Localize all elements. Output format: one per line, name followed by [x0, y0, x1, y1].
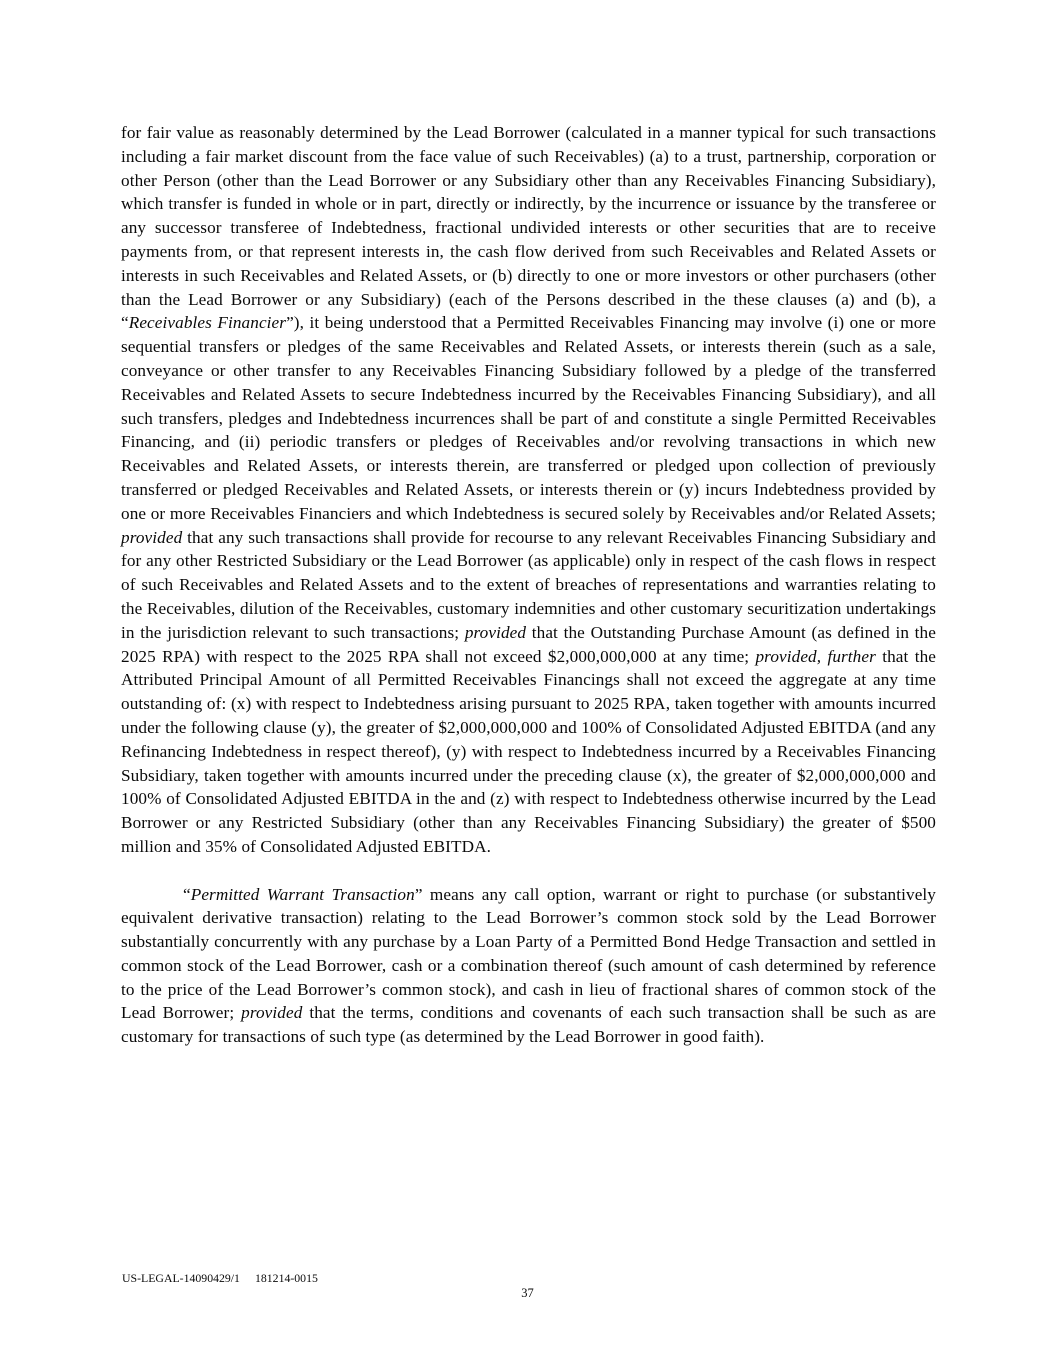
footer-doc-id-number: US-LEGAL-14090429/1: [122, 1271, 240, 1285]
italic-text-run: provided: [241, 1003, 303, 1023]
document-body: [121, 121, 936, 1049]
text-run: ”), it being understood that a Permitted Receivables Financing may involve (i) one or more sequential transfers or pledges of the same Receivables and Related Assets, or interests therein (such as a sale, conveyance or other transfer to any Receivables Financing Subsidiary followed by a pledge of the transferred Receivables and Related Assets to secure Indebtedness incurred by the Receivables Financing Subsidiary), and all such transfers, pledges and Indebtedness incurrences shall be part of and constitute a single Permitted Receivables Financing, and (ii) periodic transfers or pledges of Receivables and/or revolving transactions in which new Receivables and Related Assets, or interests therein, are transferred or pledged upon collection of previously transferred or pledged Receivables and Related Assets, or interests therein or (y) incurs Indebtedness provided by one or more Receivables Financiers and which Indebtedness is secured solely by Receivables and/or Related Assets;: [121, 313, 936, 523]
text-run: that the terms, conditions and covenants of each such transaction shall be such as are customary for transactions of such type (as determined by the Lead Borrower in good faith).: [121, 1003, 936, 1047]
text-run: for fair value as reasonably determined by the Lead Borrower (calculated in a manner typical for such transactions including a fair market discount from the face value of such Receivables) (a) to a trust, partnership, corporation or other Person (other than the Lead Borrower or any Subsidiary other than any Receivables Financing Subsidiary), which transfer is funded in whole or in part, directly or indirectly, by the incurrence or issuance by the transferee or any successor transferee of Indebtedness, fractional undivided interests or other securities that are to receive payments from, or that represent interests in, the cash flow derived from such Receivables and Related Assets or interests in such Receivables and Related Assets, or (b) directly to one or more investors or other purchasers (other than the Lead Borrower or any Subsidiary) (each of the Persons described in the these clauses (a) and (b), a “: [121, 123, 936, 333]
text-run: ” means any call option, warrant or right to purchase (or substantively equivalent derivative transaction) relating to the Lead Borrower’s common stock sold by the Lead Borrower substantially concurrently with any purchase by a Loan Party of a Permitted Bond Hedge Transaction and settled in common stock of the Lead Borrower, cash or a combination thereof (such amount of cash determined by reference to the price of the Lead Borrower’s common stock), and cash in lieu of fractional shares of common stock of the Lead Borrower;: [121, 884, 936, 1023]
italic-text-run: Permitted Warrant Transaction: [190, 884, 415, 904]
italic-text-run: Receivables Financier: [128, 313, 287, 333]
italic-text-run: provided: [464, 622, 527, 642]
text-run: that any such transactions shall provide for recourse to any relevant Receivables Financing Subsidiary and for any other Restricted Subsidiary or the Lead Borrower (as applicable) only in respect of the cash flows in respect of such Receivables and Related Assets and to the extent of breaches of representations and warranties relating to the Receivables, dilution of the Receivables, customary indemnities and other customary securitization undertakings in the jurisdiction relevant to such transactions;: [121, 527, 936, 642]
footer-doc-id: [122, 1271, 318, 1285]
footer-matter-number: 181214-0015: [254, 1271, 318, 1285]
page-number: 37: [521, 1286, 534, 1300]
text-run: that the Attributed Principal Amount of all Permitted Receivables Financings shall not exceed the aggregate at any time outstanding of: (x) with respect to Indebtedness arising pursuant to 2025 RPA, taken together with amounts incurred under the following clause (y), the greater of $2,000,000,000 and 100% of Consolidated Adjusted EBITDA (and any Refinancing Indebtedness in respect thereof), (y) with respect to Indebtedness incurred by a Receivables Financing Subsidiary, taken together with amounts incurred under the preceding clause (x), the greater of $2,000,000,000 and 100% of Consolidated Adjusted EBITDA in the and (z) with respect to Indebtedness otherwise incurred by the Lead Borrower or any Restricted Subsidiary (other than any Receivables Financing Subsidiary) the greater of $500 million and 35% of Consolidated Adjusted EBITDA.: [121, 646, 936, 856]
italic-text-run: provided: [121, 527, 183, 547]
text-run: “: [183, 884, 191, 904]
text-run: that the Outstanding Purchase Amount (as defined in the 2025 RPA) with respect to the 2025 RPA shall not exceed $2,000,000,000 at any time;: [121, 622, 936, 666]
italic-text-run: provided, further: [755, 646, 876, 666]
paragraph: [121, 121, 936, 859]
paragraph: [121, 883, 936, 1050]
